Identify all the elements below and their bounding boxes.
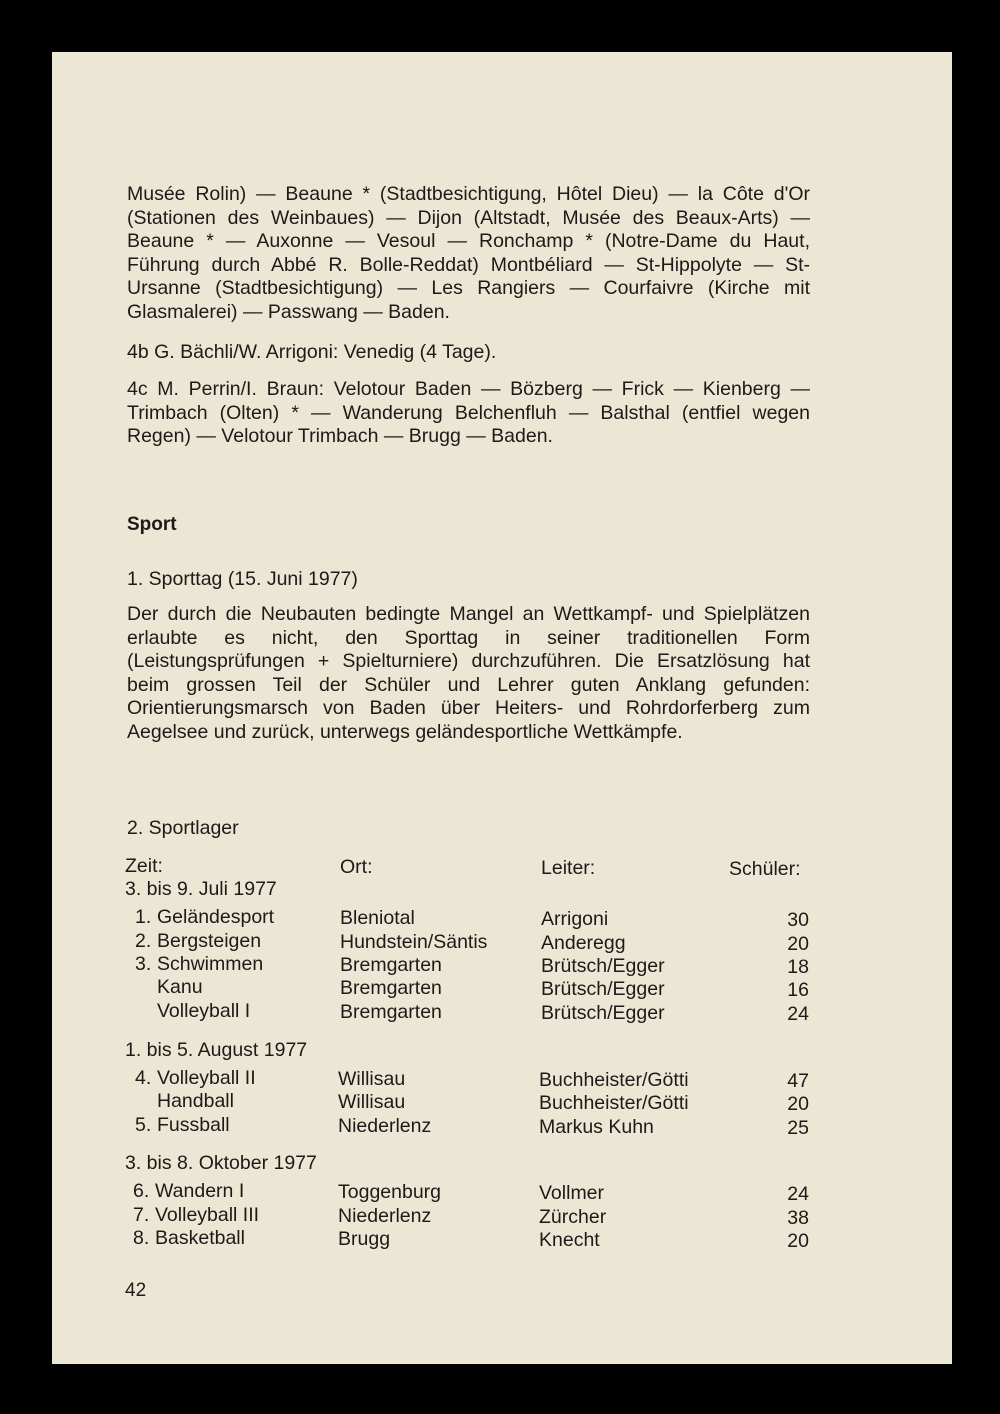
column-header-leiter: Leiter:: [541, 857, 596, 879]
row-leader: Arrigoni: [541, 908, 609, 930]
row-activity: Bergsteigen: [157, 930, 262, 952]
row-count: 16: [787, 979, 809, 1001]
column-header-ort: Ort:: [340, 856, 373, 878]
row-leader: Anderegg: [541, 932, 626, 954]
document-page: [52, 52, 952, 1364]
row-count: 38: [787, 1207, 809, 1229]
row-leader: Knecht: [539, 1229, 600, 1251]
row-activity: Kanu: [157, 976, 203, 998]
row-count: 24: [787, 1003, 809, 1025]
row-place: Niederlenz: [338, 1115, 432, 1137]
row-count: 24: [787, 1183, 809, 1205]
page-number: 42: [125, 1280, 147, 1301]
row-count: 18: [787, 956, 809, 978]
row-number: 7.: [133, 1204, 150, 1226]
row-activity: Geländesport: [157, 906, 275, 928]
row-activity: Volleyball II: [157, 1067, 256, 1089]
column-header-schueler: Schüler:: [729, 858, 801, 880]
section-heading-sport: Sport: [127, 514, 177, 535]
row-leader: Markus Kuhn: [539, 1116, 654, 1138]
column-header-zeit: Zeit:: [125, 855, 163, 877]
row-place: Niederlenz: [338, 1205, 432, 1227]
row-count: 20: [787, 1093, 809, 1115]
row-place: Bremgarten: [340, 1001, 442, 1023]
row-count: 25: [787, 1117, 809, 1139]
sportlager-title: 2. Sportlager: [127, 817, 239, 839]
sporttag-paragraph: Der durch die Neubauten bedingte Mangel an Wettkampf- und Spielplätzen erlaubte es nicht, den Sporttag in seiner traditionellen Form (Leistungsprüfungen + Spielturniere) durchzuführen. Die Ersatzlösung hat beim grossen Teil der Schüler und Lehrer guten Anklang gefunden: Orientierungsmarsch von Baden über Heiters- und Rohrdorferberg zum Aegelsee und zurück, unterwegs geländesportliche Wettkämpfe.: [127, 603, 810, 743]
row-number: 2.: [135, 930, 152, 952]
row-count: 30: [787, 909, 809, 931]
row-count: 20: [787, 1230, 809, 1252]
row-activity: Fussball: [157, 1114, 230, 1136]
row-leader: Buchheister/Götti: [539, 1069, 689, 1091]
row-activity: Handball: [157, 1090, 234, 1112]
row-place: Hundstein/Säntis: [340, 931, 488, 953]
row-leader: Brütsch/Egger: [541, 955, 665, 977]
row-place: Bleniotal: [340, 907, 415, 929]
row-number: 4.: [135, 1067, 152, 1089]
sporttag-title: 1. Sporttag (15. Juni 1977): [127, 568, 358, 590]
row-count: 20: [787, 933, 809, 955]
row-place: Brugg: [338, 1228, 391, 1250]
row-place: Bremgarten: [340, 954, 442, 976]
row-leader: Buchheister/Götti: [539, 1092, 689, 1114]
row-number: 3.: [135, 953, 152, 975]
row-leader: Brütsch/Egger: [541, 1002, 665, 1024]
row-activity: Volleyball III: [155, 1204, 260, 1226]
period-label: 3. bis 8. Oktober 1977: [125, 1152, 317, 1174]
row-number: 6.: [133, 1180, 150, 1202]
excursion-paragraph: Musée Rolin) — Beaune * (Stadtbesichtigung, Hôtel Dieu) — la Côte d'Or (Stationen des Weinbaues) — Dijon (Altstadt, Musée des Beaux-Arts) — Beaune * — Auxonne — Vesoul — Ronchamp * (Notre-Dame du Haut, Führung durch Abbé R. Bolle-Reddat) Montbéliard — St-Hippolyte — St-Ursanne (Stadtbesichtigung) — Les Rangiers — Courfaivre (Kirche mit Glasmalerei) — Passwang — Baden.: [127, 183, 810, 323]
row-activity: Basketball: [155, 1227, 245, 1249]
period-label: 3. bis 9. Juli 1977: [125, 878, 277, 900]
row-number: 5.: [135, 1114, 152, 1136]
row-number: 1.: [135, 906, 152, 928]
row-number: 8.: [133, 1227, 150, 1249]
row-activity: Wandern I: [155, 1180, 245, 1202]
row-place: Toggenburg: [338, 1181, 442, 1203]
row-activity: Schwimmen: [157, 953, 264, 975]
period-label: 1. bis 5. August 1977: [125, 1039, 308, 1061]
excursion-4c: 4c M. Perrin/I. Braun: Velotour Baden — Bözberg — Frick — Kienberg — Trimbach (Olten) * — Wanderung Belchenfluh — Balsthal (entfiel wegen Regen) — Velotour Trimbach — Brugg — Baden.: [127, 378, 810, 447]
row-leader: Zürcher: [539, 1206, 607, 1228]
row-place: Willisau: [338, 1091, 406, 1113]
excursion-4b: 4b G. Bächli/W. Arrigoni: Venedig (4 Tage).: [127, 341, 497, 363]
row-count: 47: [787, 1070, 809, 1092]
row-place: Willisau: [338, 1068, 406, 1090]
row-leader: Vollmer: [539, 1182, 605, 1204]
row-place: Bremgarten: [340, 977, 442, 999]
row-activity: Volleyball I: [157, 1000, 251, 1022]
row-leader: Brütsch/Egger: [541, 978, 665, 1000]
